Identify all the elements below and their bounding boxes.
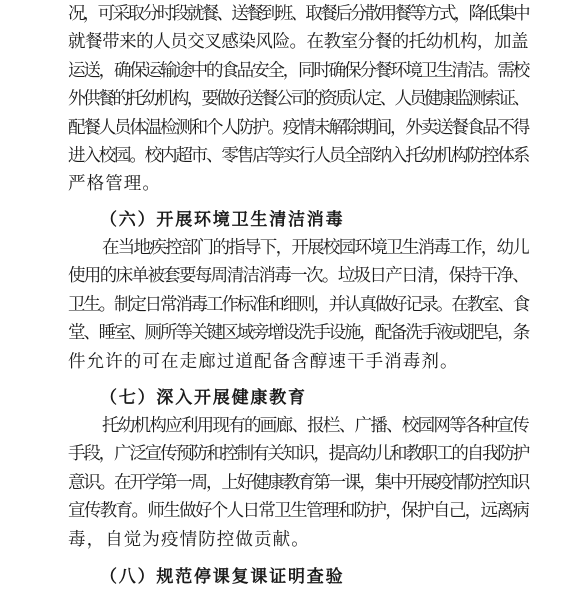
text-line: 手段，广泛宣传预防和控制有关知识，提高幼儿和教职工的自我防护 xyxy=(68,444,528,465)
text-line: 在当地疾控部门的指导下，开展校园环境卫生消毒工作，幼儿 xyxy=(102,238,528,258)
text-line: 毒，自觉为疫情防控做贡献。 xyxy=(68,529,310,550)
text-line: 进入校园。校内超市、零售店等实行人员全部纳入托幼机构防控体系 xyxy=(68,145,528,166)
text-line: 况，可采取分时段就餐、送餐到班、取餐后分散用餐等方式，降低集中 xyxy=(68,4,528,24)
text-line: 严格管理。 xyxy=(68,174,161,195)
text-line: 件允许的可在走廊过道配备含醇速干手消毒剂。 xyxy=(68,351,459,372)
text-line: 配餐人员体温检测和个人防护。疫情未解除期间，外卖送餐食品不得 xyxy=(68,117,528,138)
section-heading-environment: （六）开展环境卫生清洁消毒 xyxy=(100,210,345,230)
text-line: 外供餐的托幼机构，要做好送餐公司的资质认定、人员健康监测索证、 xyxy=(68,89,528,110)
text-line: 就餐带来的人员交叉感染风险。在教室分餐的托幼机构，加盖 xyxy=(68,32,528,53)
section-heading-health-education: （七）深入开展健康教育 xyxy=(100,388,307,408)
text-line: 宣传教育。师生做好个人日常卫生管理和防护，保护自己，远离病 xyxy=(68,501,528,522)
text-line: 堂、睡室、厕所等关键区域旁增设洗手设施，配备洗手液或肥皂，条 xyxy=(68,323,528,344)
text-line: 使用的床单被套要每周清洁消毒一次。垃圾日产日清，保持干净、 xyxy=(68,266,528,287)
text-line: 运送，确保运输途中的食品安全，同时确保分餐环境卫生清洁。需校 xyxy=(68,60,528,81)
text-line: 意识。在开学第一周，上好健康教育第一课，集中开展疫情防控知识 xyxy=(68,472,528,493)
paragraph-health-education xyxy=(68,412,528,554)
section-heading-class-resumption: （八）规范停课复课证明查验 xyxy=(100,567,345,587)
paragraph-disinfection xyxy=(68,234,528,376)
text-line: 托幼机构应利用现有的画廊、报栏、广播、校园网等各种宣传 xyxy=(102,416,528,436)
text-line: 卫生。制定日常消毒工作标准和细则，并认真做好记录。在教室、食 xyxy=(68,294,528,315)
paragraph-dining xyxy=(68,0,528,199)
